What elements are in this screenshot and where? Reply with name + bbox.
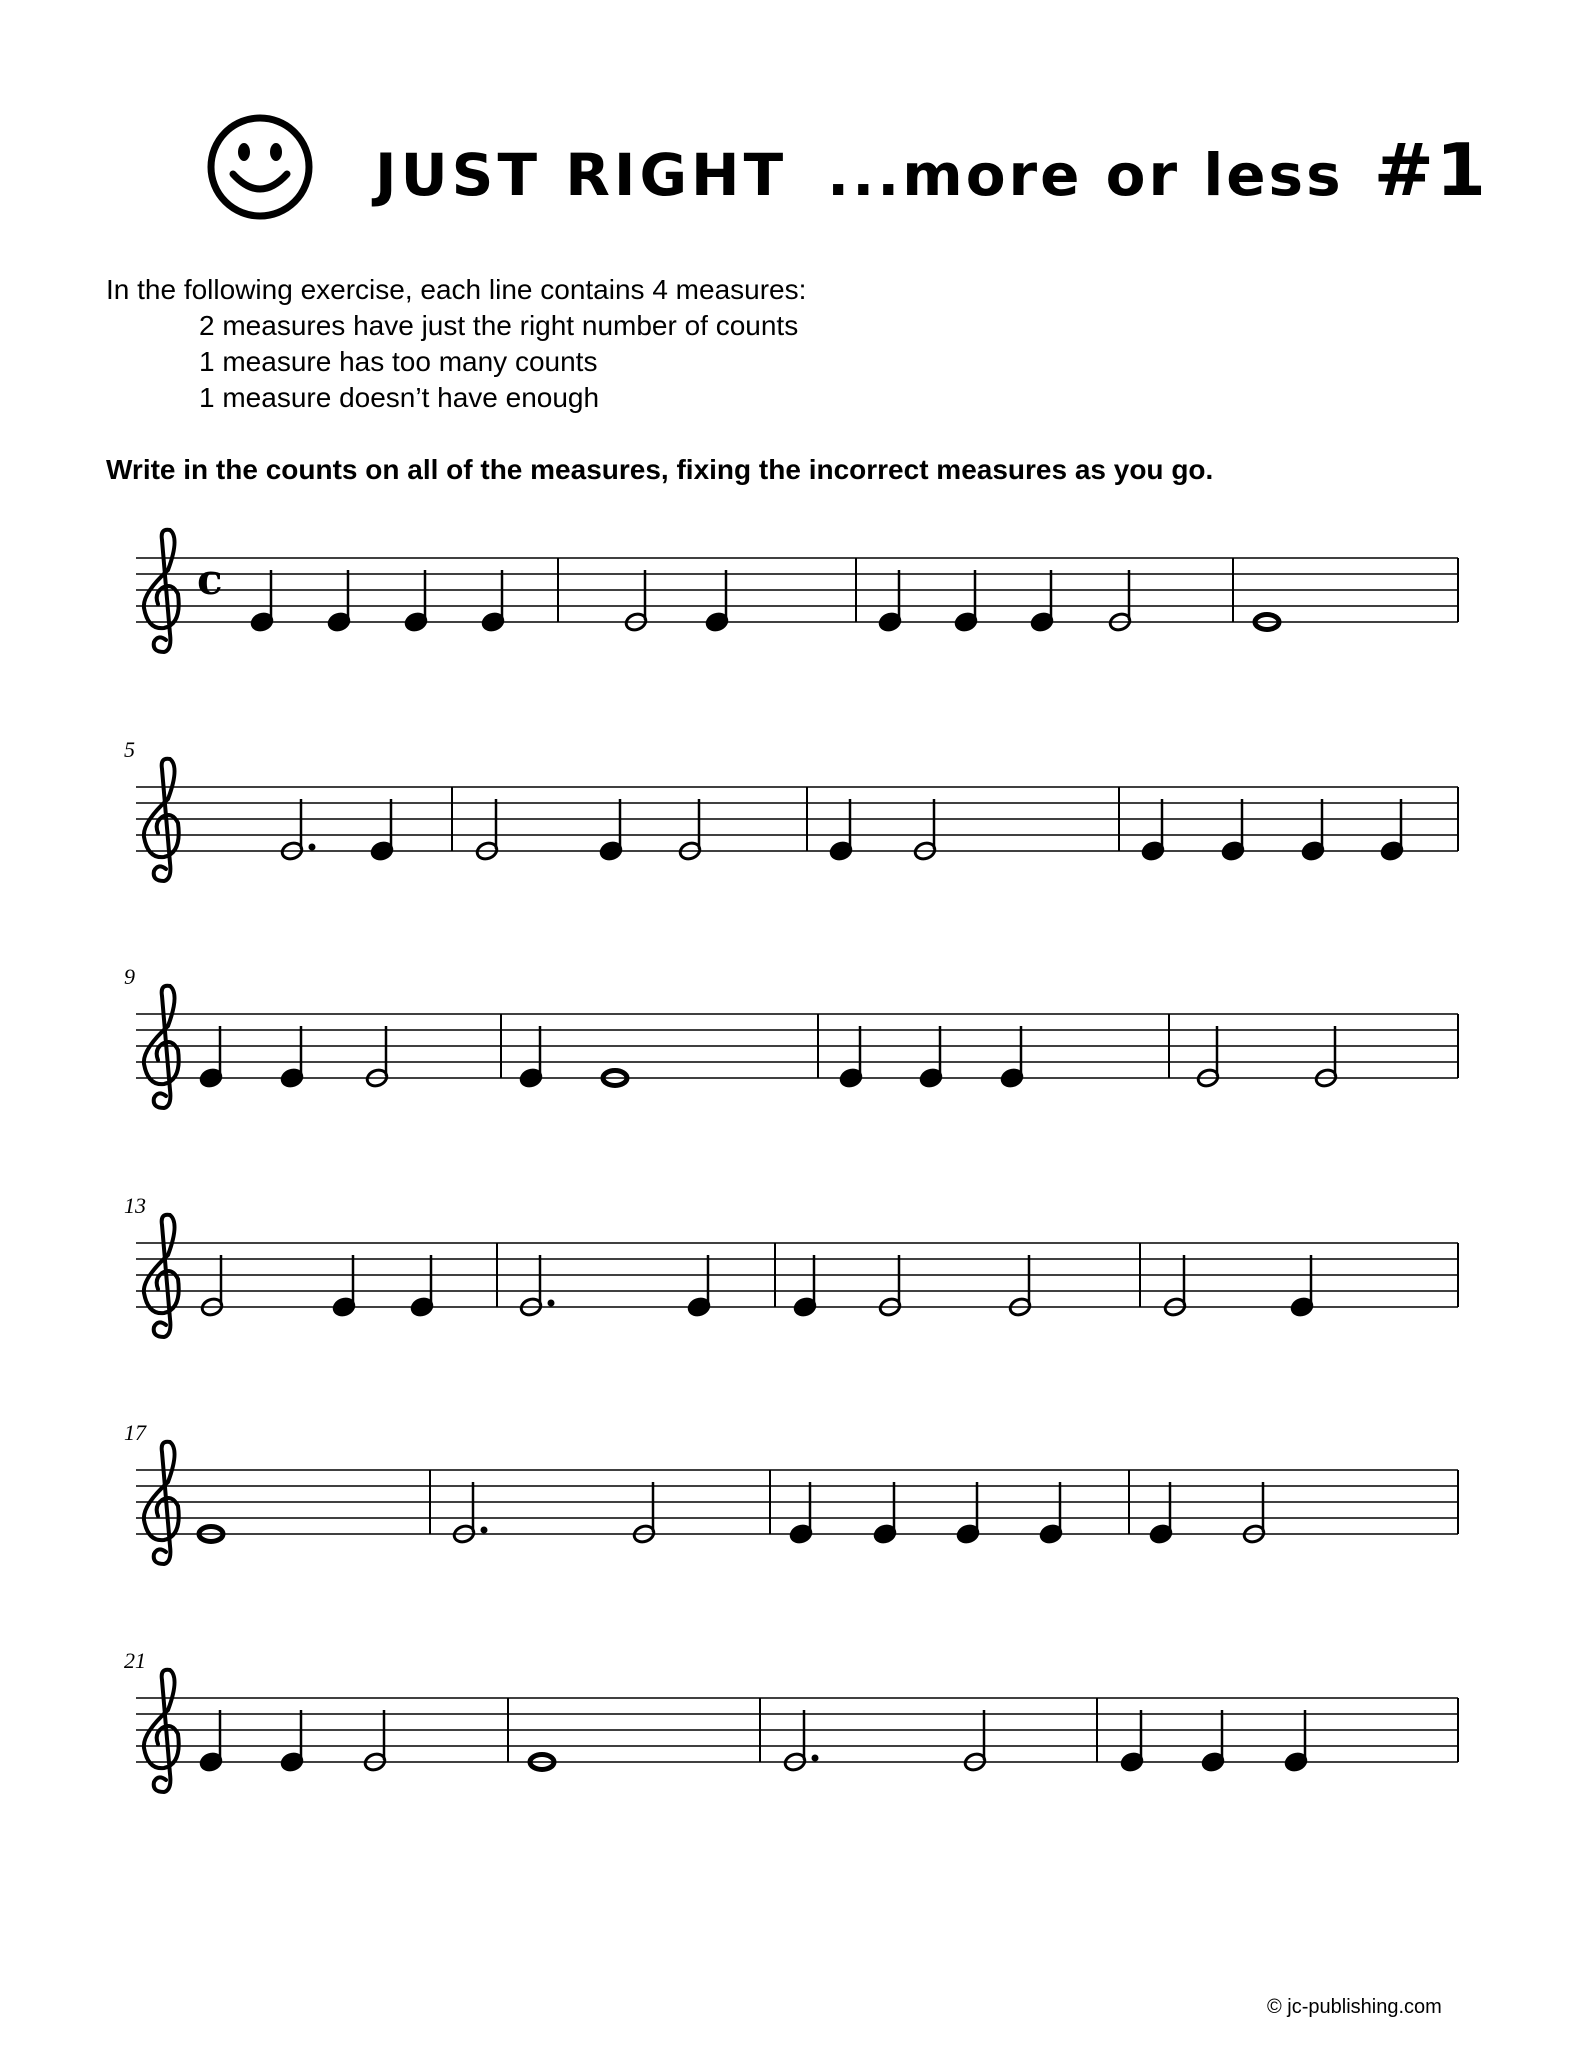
quarter-note (1290, 1255, 1314, 1317)
instruction-text: Write in the counts on all of the measures, fixing the incorrect measures as you go. (106, 454, 1214, 485)
quarter-note (481, 570, 505, 632)
half-note (624, 570, 648, 632)
dotted-half-note (452, 1482, 487, 1544)
intro-item: 1 measure doesn’t have enough (199, 382, 600, 413)
half-note (1108, 570, 1132, 632)
treble-clef-icon (144, 1215, 179, 1337)
measure-number: 17 (124, 1420, 146, 1445)
quarter-note (199, 1710, 223, 1772)
quarter-note (370, 799, 394, 861)
half-note (1163, 1255, 1187, 1317)
quarter-note (1380, 799, 1404, 861)
time-signature: c (197, 555, 223, 604)
treble-clef-icon (144, 759, 179, 881)
quarter-note (1284, 1710, 1308, 1772)
treble-clef-icon (144, 1670, 179, 1792)
intro-lead: In the following exercise, each line contains 4 measures: (106, 274, 807, 305)
measure-number: 21 (124, 1648, 146, 1673)
quarter-note (954, 570, 978, 632)
quarter-note (599, 799, 623, 861)
quarter-note (839, 1026, 863, 1088)
title-subtitle: ...more or less (827, 141, 1344, 209)
quarter-note (919, 1026, 943, 1088)
quarter-note (1039, 1482, 1063, 1544)
quarter-note (1149, 1482, 1173, 1544)
half-note (913, 799, 937, 861)
measure-number: 9 (124, 964, 135, 989)
title-number: #1 (1373, 128, 1489, 212)
half-note (475, 799, 499, 861)
half-note (1008, 1255, 1032, 1317)
title-main: JUST RIGHT (375, 141, 788, 209)
quarter-note (1141, 799, 1165, 861)
quarter-note (327, 570, 351, 632)
half-note (878, 1255, 902, 1317)
intro-item: 2 measures have just the right number of counts (199, 310, 799, 341)
half-note (1314, 1026, 1338, 1088)
measure-number: 13 (124, 1193, 146, 1218)
treble-clef-icon (144, 530, 179, 652)
dotted-half-note (783, 1710, 818, 1772)
quarter-note (410, 1255, 434, 1317)
half-note (678, 799, 702, 861)
quarter-note (878, 570, 902, 632)
quarter-note (705, 570, 729, 632)
quarter-note (1301, 799, 1325, 861)
quarter-note (1221, 799, 1245, 861)
half-note (963, 1710, 987, 1772)
treble-clef-icon (144, 986, 179, 1108)
quarter-note (789, 1482, 813, 1544)
quarter-note (1030, 570, 1054, 632)
quarter-note (280, 1026, 304, 1088)
quarter-note (519, 1026, 543, 1088)
quarter-note (687, 1255, 711, 1317)
quarter-note (250, 570, 274, 632)
half-note (365, 1026, 389, 1088)
half-note (1196, 1026, 1220, 1088)
treble-clef-icon (144, 1442, 179, 1564)
half-note (363, 1710, 387, 1772)
quarter-note (1201, 1710, 1225, 1772)
footer-copyright: © jc-publishing.com (1267, 1996, 1442, 2018)
quarter-note (1000, 1026, 1024, 1088)
half-note (200, 1255, 224, 1317)
quarter-note (332, 1255, 356, 1317)
quarter-note (956, 1482, 980, 1544)
dotted-half-note (280, 799, 315, 861)
quarter-note (1120, 1710, 1144, 1772)
quarter-note (829, 799, 853, 861)
quarter-note (199, 1026, 223, 1088)
measure-number: 5 (124, 737, 135, 762)
quarter-note (793, 1255, 817, 1317)
quarter-note (873, 1482, 897, 1544)
intro-item: 1 measure has too many counts (199, 346, 598, 377)
half-note (632, 1482, 656, 1544)
dotted-half-note (519, 1255, 554, 1317)
quarter-note (404, 570, 428, 632)
quarter-note (280, 1710, 304, 1772)
half-note (1242, 1482, 1266, 1544)
